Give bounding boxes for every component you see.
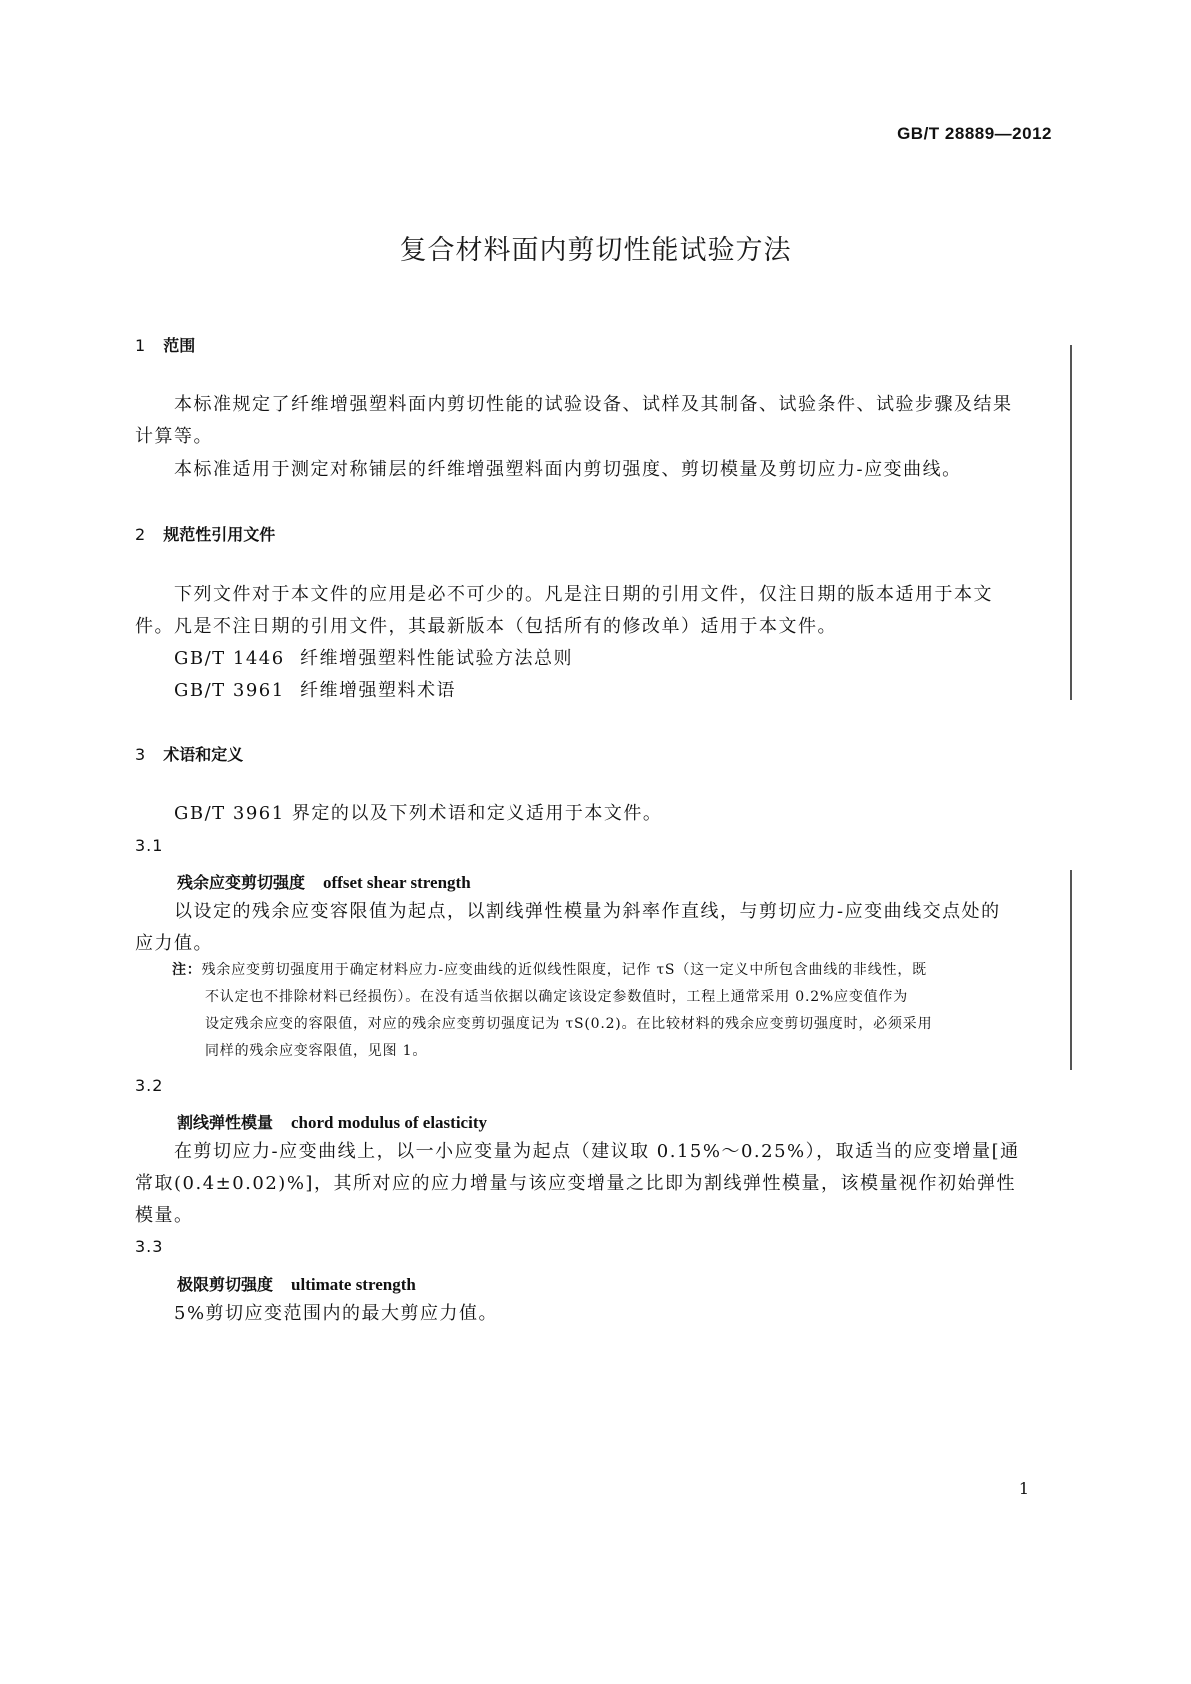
section-2-title: 规范性引用文件 — [163, 525, 276, 544]
section-3-title: 术语和定义 — [163, 745, 244, 764]
section-3-number: 3 — [135, 745, 146, 764]
section-3-intro: GB/T 3961 界定的以及下列术语和定义适用于本文件。 — [174, 803, 663, 824]
reference-code: GB/T 3961 — [174, 680, 285, 701]
section-1-para-1-line-1: 本标准规定了纤维增强塑料面内剪切性能的试验设备、试样及其制备、试验条件、试验步骤及结果 — [174, 394, 1013, 415]
term-3-1-note-line-2: 不认定也不排除材料已经损伤）。在没有适当依据以确定该设定参数值时，工程上通常采用 0.2%应变值作为 — [205, 989, 909, 1005]
term-3-2-definition-line-3: 模量。 — [135, 1205, 194, 1226]
term-3-3-definition: 5%剪切应变范围内的最大剪应力值。 — [174, 1303, 499, 1324]
term-3-1-chinese: 残余应变剪切强度 — [177, 873, 306, 892]
term-3-2-english: chord modulus of elasticity — [291, 1113, 487, 1132]
term-3-1-note-line-4: 同样的残余应变容限值，见图 1。 — [205, 1043, 428, 1059]
standard-number: GB/T 28889—2012 — [897, 124, 1052, 143]
reference-title: 纤维增强塑料术语 — [300, 680, 456, 701]
term-3-1-heading — [177, 870, 471, 893]
term-3-2-definition-line-2: 常取(0.4±0.02)%]，其所对应的应力增量与该应变增量之比即为割线弹性模量，该模量视作初始弹性 — [135, 1173, 1016, 1194]
section-2-heading — [135, 522, 275, 545]
section-1-title: 范围 — [163, 336, 196, 355]
normative-reference — [174, 675, 456, 707]
section-2-para-line-2: 件。凡是不注日期的引用文件，其最新版本（包括所有的修改单）适用于本文件。 — [135, 616, 837, 637]
term-3-2-heading — [177, 1110, 487, 1133]
reference-title: 纤维增强塑料性能试验方法总则 — [300, 648, 573, 669]
term-3-1-note-line-1 — [172, 957, 927, 983]
note-text: 残余应变剪切强度用于确定材料应力-应变曲线的近似线性限度，记作 τS（这一定义中所包含曲线的非线性，既 — [201, 962, 927, 978]
term-3-3-heading — [177, 1272, 416, 1295]
term-3-3-english: ultimate strength — [291, 1275, 416, 1294]
term-3-3-number: 3.3 — [135, 1237, 164, 1256]
section-2-number: 2 — [135, 525, 146, 544]
term-3-2-number: 3.2 — [135, 1076, 164, 1095]
section-1-para-2: 本标准适用于测定对称铺层的纤维增强塑料面内剪切强度、剪切模量及剪切应力-应变曲线。 — [174, 459, 962, 480]
term-3-1-number: 3.1 — [135, 836, 164, 855]
term-3-1-english: offset shear strength — [323, 873, 471, 892]
document-title: 复合材料面内剪切性能试验方法 — [399, 235, 792, 266]
term-3-1-note-line-3: 设定残余应变的容限值，对应的残余应变剪切强度记为 τS(0.2)。在比较材料的残余应变剪切强度时，必须采用 — [205, 1016, 933, 1032]
section-3-heading — [135, 742, 243, 765]
page-number: 1 — [1018, 1479, 1029, 1498]
term-3-3-chinese: 极限剪切强度 — [177, 1275, 274, 1294]
normative-reference — [174, 643, 573, 675]
section-1-heading — [135, 333, 195, 356]
section-1-para-1-line-2: 计算等。 — [135, 426, 213, 447]
revision-change-bar — [1070, 870, 1072, 1070]
note-label: 注： — [172, 962, 202, 978]
term-3-2-definition-line-1: 在剪切应力-应变曲线上，以一小应变量为起点（建议取 0.15%～0.25%），取适当的应变增量[通 — [174, 1141, 1020, 1162]
term-3-1-definition-line-2: 应力值。 — [135, 933, 213, 954]
section-2-para-line-1: 下列文件对于本文件的应用是必不可少的。凡是注日期的引用文件，仅注日期的版本适用于本文 — [174, 584, 993, 605]
term-3-2-chinese: 割线弹性模量 — [177, 1113, 274, 1132]
revision-change-bar — [1070, 345, 1072, 700]
section-1-number: 1 — [135, 336, 146, 355]
term-3-1-definition-line-1: 以设定的残余应变容限值为起点，以割线弹性模量为斜率作直线，与剪切应力-应变曲线交点处的 — [174, 901, 1001, 922]
reference-code: GB/T 1446 — [174, 648, 285, 669]
